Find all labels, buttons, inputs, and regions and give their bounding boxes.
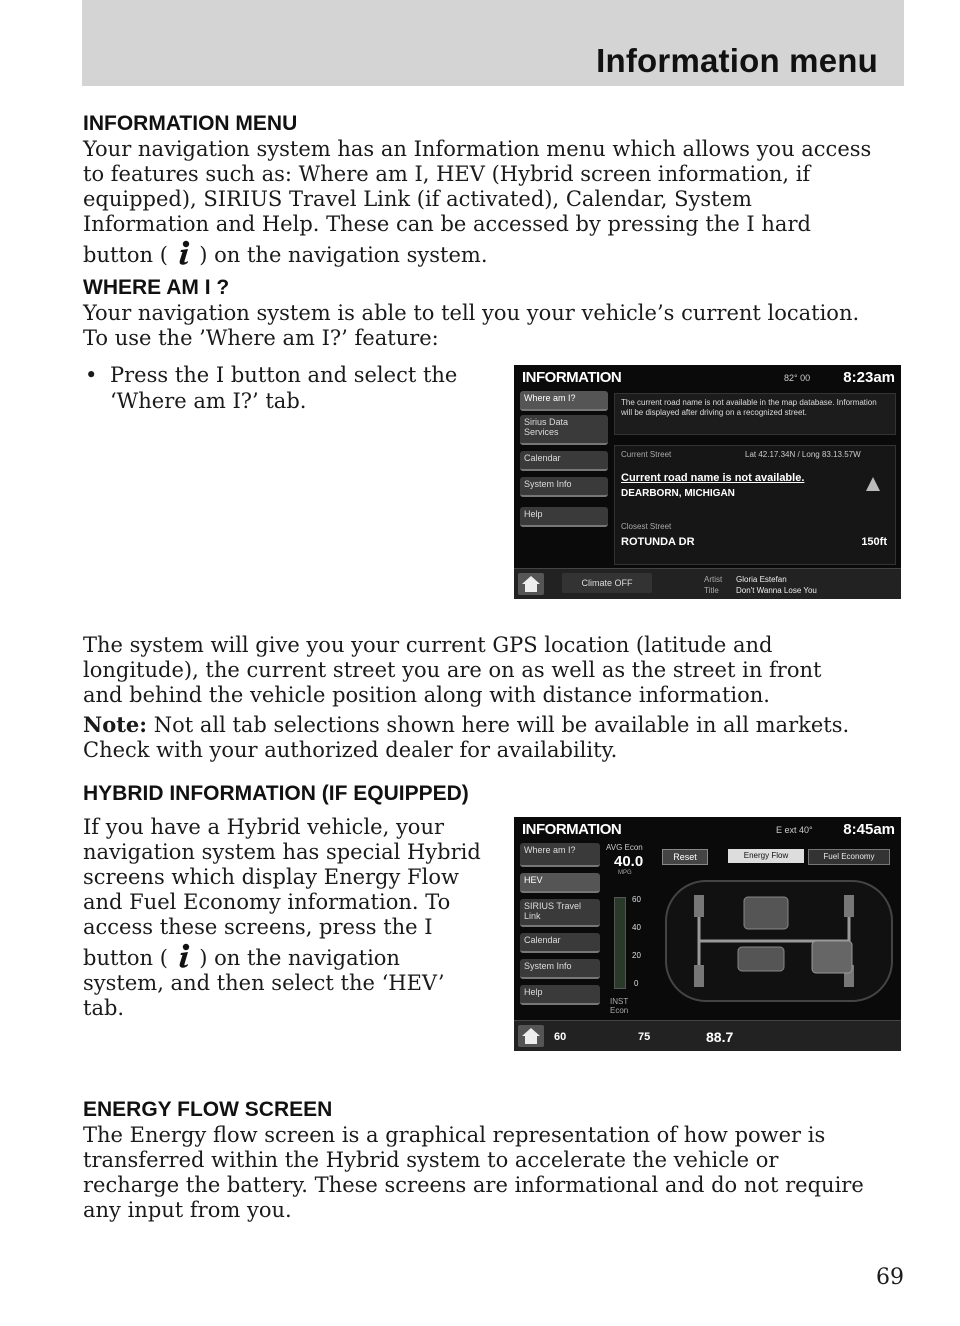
screen1-temp: 82° 00 (784, 373, 811, 383)
hybrid-line-6-post: ) on the navigation (199, 946, 400, 970)
info-i-icon (175, 240, 193, 266)
screen2-bottom-bar (514, 1020, 901, 1051)
screen2-tab-system[interactable]: System Info (520, 959, 600, 979)
info-menu-line-5 (83, 240, 905, 268)
inst-econ-label: INST Econ (610, 997, 629, 1015)
song-value: Don't Wanna Lose You (736, 586, 817, 595)
heading-information-menu: INFORMATION MENU (83, 112, 298, 135)
screen1-tab-system[interactable]: System Info (520, 477, 608, 497)
page-title: Information menu (596, 42, 878, 79)
home-icon[interactable] (518, 1025, 544, 1047)
title-label: Title (704, 586, 719, 595)
screen2-passenger-temp: 75 (638, 1031, 651, 1043)
section-energy-flow (83, 1097, 905, 1223)
where-am-i-screenshot (514, 365, 901, 599)
where-line-2: To use the ’Where am I?’ feature: (83, 326, 439, 350)
page-number: 69 (876, 1265, 904, 1290)
climate-button[interactable]: Climate OFF (562, 573, 652, 593)
screen1-current-street: Current road name is not available. (621, 472, 805, 484)
screen2-tab-hev[interactable]: HEV (520, 873, 600, 893)
section-information-menu (83, 111, 905, 268)
note-label: Note: (83, 712, 148, 737)
screen1-tab-where[interactable]: Where am I? (520, 391, 608, 411)
heading-hybrid: HYBRID INFORMATION (IF EQUIPPED) (83, 782, 469, 805)
info-i-icon (175, 943, 193, 969)
scale-60: 60 (632, 895, 641, 904)
note-line-2: Check with your authorized dealer for availability. (83, 738, 618, 762)
hybrid-line-7: system, and then select the ‘HEV’ (83, 971, 445, 995)
hybrid-line-2: navigation system has special Hybrid (83, 840, 481, 864)
energy-flow-diagram (664, 877, 894, 1007)
hybrid-screenshot (514, 817, 901, 1051)
bullet-mark: • (85, 363, 98, 387)
home-icon[interactable] (518, 573, 544, 595)
info-menu-line-1: Your navigation system has an Information menu which allows you access (83, 137, 872, 161)
screen2-radio-frequency: 88.7 (706, 1029, 734, 1045)
hybrid-line-1: If you have a Hybrid vehicle, your (83, 815, 445, 839)
screen1-tab-help[interactable]: Help (520, 507, 608, 527)
info-menu-line-4: Information and Help. These can be accessed by pressing the I hard (83, 212, 811, 236)
screen1-tab-calendar[interactable]: Calendar (520, 451, 608, 471)
tab-fuel-economy[interactable]: Fuel Economy (808, 849, 890, 865)
note-text-1: Not all tab selections shown here will be available in all markets. (153, 713, 850, 737)
energy-line-2: transferred within the Hybrid system to accelerate the vehicle or (83, 1148, 779, 1172)
scale-0: 0 (634, 979, 639, 988)
screen1-message: The current road name is not available in the map database. Information will be displayed after driving on a recognized street. (621, 398, 877, 417)
hybrid-line-5: access these screens, press the I (83, 915, 433, 939)
screen2-clock: 8:45am (843, 821, 895, 838)
heading-energy-flow: ENERGY FLOW SCREEN (83, 1098, 333, 1121)
screen2-tab-where[interactable]: Where am I? (520, 843, 600, 867)
info-menu-line-3: equipped), SIRIUS Travel Link (if activated), Calendar, System (83, 187, 752, 211)
where-para-line-2: longitude), the current street you are on as well as the street in front (83, 658, 822, 682)
screen1-tab-sirius[interactable]: Sirius Data Services (520, 415, 608, 445)
info-menu-line-2: to features such as: Where am I, HEV (Hybrid screen information, if (83, 162, 811, 186)
reset-button[interactable]: Reset (662, 849, 708, 865)
energy-line-4: any input from you. (83, 1198, 292, 1222)
avg-econ-unit: MPG (618, 870, 632, 876)
screen1-coords: Lat 42.17.34N / Long 83.13.57W (745, 450, 861, 459)
where-paragraph (83, 633, 905, 763)
artist-value: Gloria Estefan (736, 575, 787, 584)
bullet-line-1: Press the I button and select the (110, 363, 458, 387)
hybrid-text (83, 815, 503, 1021)
hybrid-line-6-pre: button ( (83, 946, 168, 970)
section-where-am-i (83, 275, 905, 351)
screen2-title: INFORMATION (522, 821, 622, 838)
info-menu-line-5-post: ) on the navigation system. (199, 243, 488, 267)
scale-40: 40 (632, 923, 641, 932)
scale-20: 20 (632, 951, 641, 960)
info-menu-line-5-pre: button ( (83, 243, 168, 267)
header-band (82, 0, 904, 86)
screen1-current-label: Current Street (621, 450, 672, 459)
hybrid-line-6 (83, 943, 503, 971)
energy-line-1: The Energy flow screen is a graphical representation of how power is (83, 1123, 826, 1147)
note-line-1 (83, 712, 905, 738)
where-para-line-1: The system will give you your current GPS location (latitude and (83, 633, 773, 657)
screen1-closest-label: Closest Street (621, 522, 672, 531)
direction-arrow-icon (865, 476, 881, 492)
screen2-tab-calendar[interactable]: Calendar (520, 933, 600, 953)
screen1-closest-street: ROTUNDA DR (621, 536, 695, 548)
section-hybrid (83, 781, 905, 807)
screen2-tab-sirius[interactable]: SIRIUS Travel Link (520, 899, 600, 927)
screen1-clock: 8:23am (843, 369, 895, 386)
screen1-title: INFORMATION (522, 369, 622, 386)
where-para-line-3: and behind the vehicle position along with distance information. (83, 683, 770, 707)
artist-label: Artist (704, 575, 723, 584)
bullet-line-2: ‘Where am I?’ tab. (110, 389, 307, 413)
heading-where-am-i: WHERE AM I ? (83, 276, 230, 299)
screen1-street-panel (614, 445, 896, 565)
hybrid-line-8: tab. (83, 996, 125, 1020)
energy-line-3: recharge the battery. These screens are informational and do not require (83, 1173, 864, 1197)
tab-energy-flow[interactable]: Energy Flow (728, 849, 804, 863)
screen2-driver-temp: 60 (554, 1031, 567, 1043)
screen1-city: DEARBORN, MICHIGAN (621, 488, 735, 499)
inst-econ-bar (614, 897, 626, 989)
where-line-1: Your navigation system is able to tell you your vehicle’s current location. (83, 301, 860, 325)
screen1-message-panel (614, 393, 896, 435)
screen1-bottom-bar (514, 568, 901, 599)
hybrid-line-3: screens which display Energy Flow (83, 865, 459, 889)
avg-econ-value: 40.0 (614, 853, 644, 870)
avg-econ-label: AVG Econ (606, 843, 643, 852)
screen2-temp: E ext 40° (776, 825, 813, 835)
screen1-distance: 150ft (861, 536, 887, 548)
hybrid-line-4: and Fuel Economy information. To (83, 890, 451, 914)
screen2-tab-help[interactable]: Help (520, 985, 600, 1005)
